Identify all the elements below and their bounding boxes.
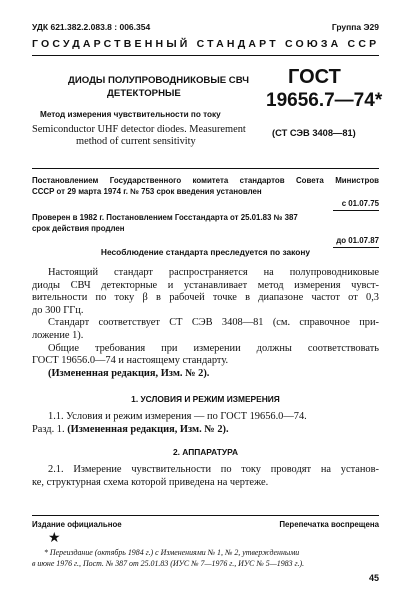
star-icon: ★ [48,530,61,546]
section1-body [32,411,379,436]
intro-edition-note: (Измененная редакция, Изм. № 2). [48,367,210,379]
title-rule [32,168,379,169]
title-en-line1: Semiconductor UHF detector diodes. Measurement [32,124,246,135]
section1-l2-label: Разд. 1. [32,423,68,435]
decree-line2: СССР от 29 марта 1974 г. № 753 срок введения установлен [32,186,262,196]
footnote-l2: в июне 1976 г., Пост. № 387 от 25.01.83 (ИУС № 7—1976 г., ИУС № 5—1983 г.). [32,558,305,568]
footer-rule [32,515,379,516]
section1-heading: 1. УСЛОВИЯ И РЕЖИМ ИЗМЕРЕНИЯ [131,394,280,404]
official-edition-label: Издание официальное [32,520,122,529]
title-en-line2: method of current sensitivity [76,136,196,147]
intro-p3-l2: ГОСТ 19656.0—74 и настоящему стандарту. [32,355,229,367]
intro-p1-l4: до 300 ГГц. [32,304,84,316]
section2-heading: 2. АППАРАТУРА [172,447,239,457]
page-number: 45 [368,573,379,583]
section1-l1: 1.1. Условия и режим измерения — по ГОСТ 19656.0—74. [48,411,307,422]
intro-p2-l2: ложение 1). [32,329,84,341]
reprint-footnote [32,548,379,569]
intro-p2-l1: Стандарт соответствует СТ СЭВ 3408—81 (см. справочное при- [48,317,379,329]
decree-block [32,176,379,197]
law-notice: Несоблюдение стандарта преследуется по закону [100,247,311,257]
decree-line4: срок действия продлен [32,223,125,233]
section2-l2: ке, структурная схема которой приведена на чертеже. [32,476,269,488]
group-code: Группа Э29 [331,22,379,32]
no-reprint-label: Перепечатка воспрещена [279,520,379,529]
revision-block [32,213,379,234]
decree-line1: Постановлением Государственного комитета стандартов Совета Министров [32,176,379,185]
section2-l1: 2.1. Измерение чувствительности по току проводят на установ- [48,464,379,475]
gost-number: 19656.7—74* [266,90,383,111]
gost-word: ГОСТ [288,66,341,88]
intro-p3-l1: Общие требования при измерении должны соответствовать [48,342,379,354]
sev-reference: (СТ СЭВ 3408—81) [272,128,356,138]
footnote-l1: * Переиздание (октябрь 1984 г.) с Изменениями № 1, № 2, утвержденными [44,548,300,557]
intro-p1-l1: Настоящий стандарт распространяется на полупроводниковые [48,267,379,278]
decree-date1: с 01.07.75 [341,199,379,208]
intro-p1-l2: диоды СВЧ детекторные и устанавливает метод измерения чувст- [32,279,379,291]
method-ru: Метод измерения чувствительности по току [40,110,221,119]
decree-line3: Проверен в 1982 г. Постановлением Госстандарта от 25.01.83 № 387 [32,213,298,222]
udk-code: УДК 621.382.2.083.8 : 006.354 [32,22,151,32]
state-standard-banner: ГОСУДАРСТВЕННЫЙ СТАНДАРТ СОЮЗА ССР [32,38,380,50]
header-rule [32,55,379,56]
section1-edition-note: (Измененная редакция, Изм. № 2). [67,423,229,435]
date1-underline [333,210,379,211]
title-ru-line2: ДЕТЕКТОРНЫЕ [107,88,181,99]
decree-date2: до 01.07.87 [336,236,379,245]
intro-p1-l3: вительности по току β в рабочей точке в диапазоне частот от 0,3 [32,292,379,304]
section2-body [32,464,379,489]
section1-l2 [32,424,379,437]
title-ru-line1: ДИОДЫ ПОЛУПРОВОДНИКОВЫЕ СВЧ [68,75,250,86]
intro-paragraph [32,267,379,380]
